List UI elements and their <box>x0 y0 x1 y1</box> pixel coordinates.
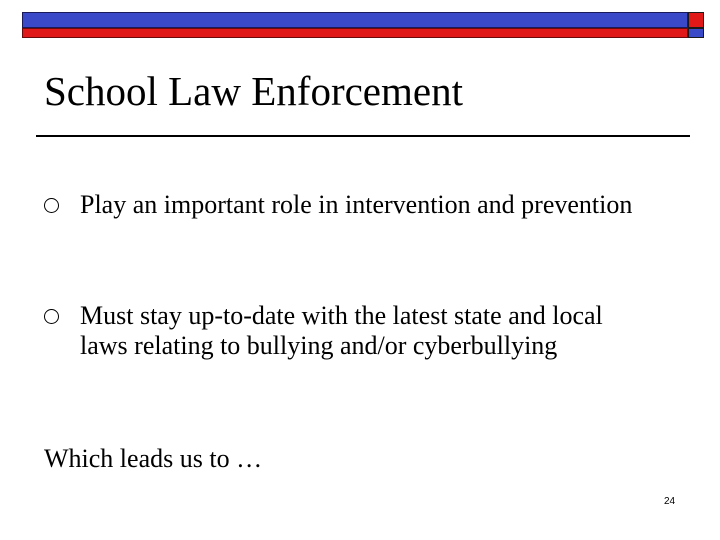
lead-in-text: Which leads us to … <box>44 444 263 473</box>
title-divider <box>36 135 690 137</box>
header-bar-red <box>22 28 688 38</box>
bullet-circle-icon <box>44 198 59 213</box>
header-square-red <box>688 12 704 28</box>
header-bar-blue <box>22 12 688 28</box>
bullet-text: Must stay up-to-date with the latest state and local laws relating to bullying and/or cyberbullying <box>80 301 603 360</box>
page-number: 24 <box>664 496 676 507</box>
bullet-circle-icon <box>44 309 59 324</box>
bullet-text: Play an important role in intervention and prevention <box>80 190 633 219</box>
slide-title: School Law Enforcement <box>44 68 463 114</box>
header-square-blue <box>688 28 704 38</box>
